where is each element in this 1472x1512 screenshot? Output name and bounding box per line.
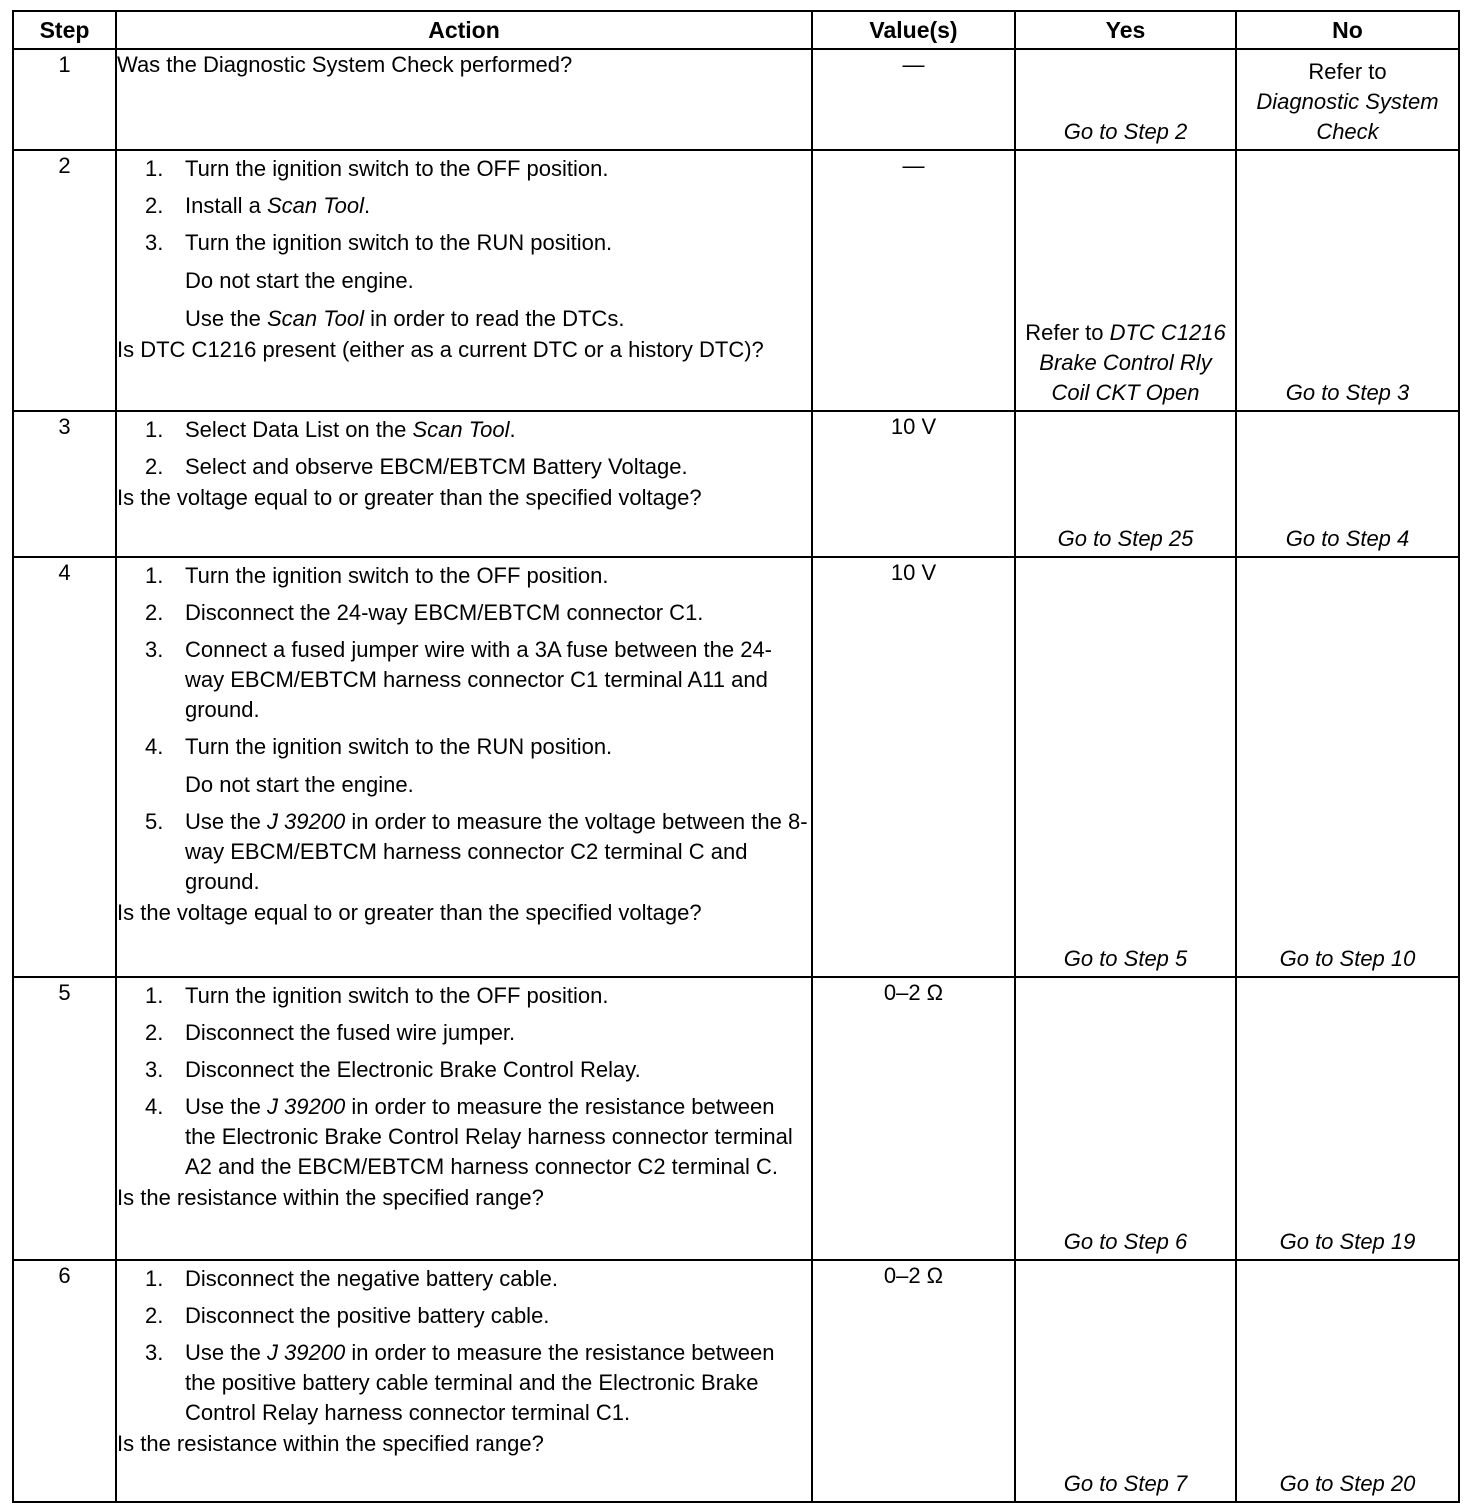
yes-cell: [1015, 977, 1236, 1260]
yes-result: [1016, 318, 1235, 410]
header-no: No: [1236, 11, 1459, 49]
item-text: Disconnect the negative battery cable.: [185, 1266, 559, 1291]
action-item: [117, 191, 811, 221]
item-number: 2.: [145, 1020, 164, 1045]
action-item: [117, 452, 811, 482]
action-cell: [116, 557, 812, 977]
item-number: 2.: [145, 600, 164, 625]
item-text: Disconnect the fused wire jumper.: [185, 1020, 516, 1045]
action-item: [117, 635, 811, 725]
action-item: [117, 154, 811, 184]
item-text: .: [509, 417, 516, 442]
item-number: 1.: [145, 156, 164, 181]
item-text: Disconnect the 24-way EBCM/EBTCM connector C1.: [185, 600, 704, 625]
action-steps: [117, 561, 811, 897]
table-row: [13, 150, 1459, 411]
value-cell: 10 V: [812, 411, 1015, 557]
item-number: 3.: [145, 637, 164, 662]
item-text: Select Data List on the: [185, 417, 413, 442]
tool-name: Scan Tool: [412, 417, 510, 442]
yes-cell: [1015, 150, 1236, 411]
action-question: Is the resistance within the specified range?: [117, 1185, 544, 1210]
action-item: [117, 807, 811, 897]
item-number: 5.: [145, 809, 164, 834]
no-cell: [1236, 1260, 1459, 1502]
item-text: Install a: [185, 193, 267, 218]
action-question: Was the Diagnostic System Check performed?: [117, 52, 573, 77]
step-number: 3: [13, 411, 116, 557]
action-item: [117, 1092, 811, 1182]
item-text: Turn the ignition switch to the OFF position.: [185, 563, 609, 588]
item-note: [185, 304, 811, 334]
item-text: Use the: [185, 1094, 267, 1119]
table-row: [13, 977, 1459, 1260]
item-number: 3.: [145, 1340, 164, 1365]
header-action: Action: [116, 11, 812, 49]
action-question: Is the voltage equal to or greater than the specified voltage?: [117, 900, 702, 925]
item-text: Disconnect the Electronic Brake Control Relay.: [185, 1057, 641, 1082]
action-item: [117, 1055, 811, 1085]
item-text: Turn the ignition switch to the OFF position.: [185, 156, 609, 181]
yes-cell: [1015, 557, 1236, 977]
action-question: Is DTC C1216 present (either as a current DTC or a history DTC)?: [117, 337, 764, 362]
table-row: [13, 557, 1459, 977]
item-text: Use the: [185, 809, 267, 834]
item-text: Use the: [185, 1340, 267, 1365]
action-item: [117, 228, 811, 334]
action-cell: [116, 150, 812, 411]
action-steps: [117, 1264, 811, 1428]
action-item: [117, 1301, 811, 1331]
table-row: [13, 411, 1459, 557]
item-text: in order to measure the voltage between the 8-way EBCM/EBTCM harness connector C2 terminal C and ground.: [185, 809, 808, 894]
item-number: 1.: [145, 563, 164, 588]
action-item: [117, 598, 811, 628]
no-cell: [1236, 557, 1459, 977]
item-text: Use the: [185, 306, 267, 331]
item-number: 3.: [145, 230, 164, 255]
item-text: Turn the ignition switch to the OFF position.: [185, 983, 609, 1008]
header-row: [13, 11, 1459, 49]
tool-name: J 39200: [266, 809, 346, 834]
action-steps: [117, 981, 811, 1182]
value-cell: —: [812, 150, 1015, 411]
no-cell: [1236, 411, 1459, 557]
value-cell: 0–2 Ω: [812, 1260, 1015, 1502]
action-item: [117, 561, 811, 591]
item-number: 1.: [145, 1266, 164, 1291]
value-cell: 0–2 Ω: [812, 977, 1015, 1260]
action-item: [117, 981, 811, 1011]
action-item: [117, 732, 811, 800]
yes-cell: [1015, 1260, 1236, 1502]
no-result: Go to Step 4: [1285, 526, 1410, 551]
item-number: 4.: [145, 1094, 164, 1119]
no-result: Go to Step 10: [1279, 946, 1416, 971]
no-cell: [1236, 49, 1459, 150]
no-result: Go to Step 19: [1279, 1229, 1416, 1254]
yes-result-prefix: Refer to: [1025, 320, 1104, 345]
item-text: .: [363, 193, 371, 218]
tool-name: J 39200: [266, 1340, 346, 1365]
no-result: Go to Step 20: [1279, 1471, 1416, 1496]
item-number: 1.: [145, 983, 164, 1008]
action-steps: [117, 415, 811, 482]
yes-cell: [1015, 411, 1236, 557]
action-question: Is the resistance within the specified range?: [117, 1431, 544, 1456]
item-text: Turn the ignition switch to the RUN position.: [185, 734, 613, 759]
yes-result: Go to Step 7: [1063, 1471, 1188, 1496]
item-number: 2.: [145, 454, 164, 479]
yes-result-reference: DTC C1216 Brake Control Rly Coil CKT Open: [1039, 320, 1226, 405]
yes-result: Go to Step 2: [1063, 119, 1188, 144]
step-number: 5: [13, 977, 116, 1260]
yes-result: Go to Step 6: [1063, 1229, 1188, 1254]
value-cell: —: [812, 49, 1015, 150]
item-number: 4.: [145, 734, 164, 759]
action-steps: [117, 154, 811, 334]
action-cell: [116, 411, 812, 557]
no-result-prefix: Refer to: [1308, 59, 1387, 84]
no-result: [1237, 57, 1458, 149]
item-text: in order to read the DTCs.: [363, 306, 625, 331]
item-note: Do not start the engine.: [185, 268, 414, 293]
item-number: 2.: [145, 1303, 164, 1328]
step-number: 2: [13, 150, 116, 411]
step-number: 6: [13, 1260, 116, 1502]
step-number: 4: [13, 557, 116, 977]
action-cell: [116, 977, 812, 1260]
item-text: Connect a fused jumper wire with a 3A fuse between the 24-way EBCM/EBTCM harness connector C1 terminal A11 and ground.: [185, 637, 773, 722]
item-text: Disconnect the positive battery cable.: [185, 1303, 550, 1328]
action-cell: [116, 49, 812, 150]
yes-result: Go to Step 5: [1063, 946, 1188, 971]
step-number: 1: [13, 49, 116, 150]
action-cell: [116, 1260, 812, 1502]
action-item: [117, 1338, 811, 1428]
header-value: Value(s): [812, 11, 1015, 49]
action-item: [117, 1264, 811, 1294]
item-text: Turn the ignition switch to the RUN position.: [185, 230, 613, 255]
no-cell: [1236, 150, 1459, 411]
item-number: 1.: [145, 417, 164, 442]
header-yes: Yes: [1015, 11, 1236, 49]
item-text: Select and observe EBCM/EBTCM Battery Voltage.: [185, 454, 688, 479]
item-text: in order to measure the resistance between the Electronic Brake Control Relay harness connector terminal A2 and the EBCM/EBTCM harness connector C2 terminal C.: [185, 1094, 793, 1179]
tool-name: Scan Tool: [266, 306, 364, 331]
item-number: 2.: [145, 193, 164, 218]
table-row: [13, 49, 1459, 150]
action-item: [117, 415, 811, 445]
item-text: in order to measure the resistance between the positive battery cable terminal and the Electronic Brake Control Relay harness connector terminal C1.: [185, 1340, 775, 1425]
yes-cell: [1015, 49, 1236, 150]
item-note: Do not start the engine.: [185, 772, 414, 797]
header-step: Step: [13, 11, 116, 49]
value-cell: 10 V: [812, 557, 1015, 977]
tool-name: J 39200: [266, 1094, 346, 1119]
no-result: Go to Step 3: [1285, 380, 1410, 405]
action-question: Is the voltage equal to or greater than the specified voltage?: [117, 485, 702, 510]
tool-name: Scan Tool: [266, 193, 364, 218]
yes-result: Go to Step 25: [1057, 526, 1194, 551]
item-number: 3.: [145, 1057, 164, 1082]
diagnostic-table: [12, 10, 1460, 1503]
no-result-reference: Diagnostic System Check: [1256, 89, 1439, 144]
table-row: [13, 1260, 1459, 1502]
no-cell: [1236, 977, 1459, 1260]
action-item: [117, 1018, 811, 1048]
